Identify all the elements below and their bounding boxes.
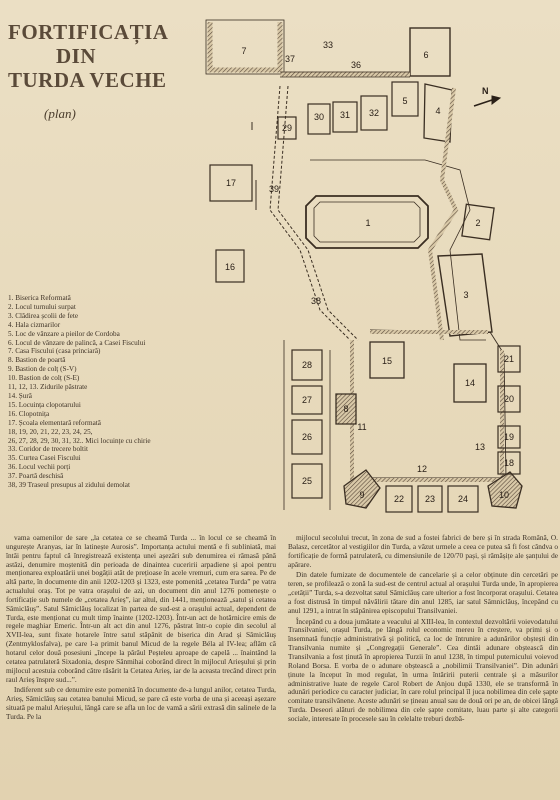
legend-item: 2. Locul turnului surpat — [8, 302, 76, 311]
legend-item: 7. Casa Fiscului (casa princiară) — [8, 347, 101, 356]
plan-label: 15 — [381, 356, 393, 366]
plan-label: 22 — [393, 494, 405, 504]
title-line-3: TURDA VECHE — [8, 68, 167, 92]
legend-item: 17. Școala elementară reformată — [8, 418, 101, 427]
paragraph: Începând cu a doua jumătate a veacului al XIII-lea, în contextul dezvoltării voievodatului Transilvaniei, orașul Turda, pe lângă rolul economic mereu în creștere, va primi și o însemnată funcție administrativă și politică, ca loc de întrunire a adunărilor obștești din Transilvania numite și „Congregații Generale”. Cea dintâi adunare obștească din Transilvania a fost ținută în apropierea Turzii în anul 1238, în timpul puternicului voievod Roland Borsa. E vorba de o adunare obștească a „nobilimii Transilvaniei”. Din adunări ținute la început în mod regulat, în urma întăririi puterii centrale și a măsurilor administrative luate de regele Carol Robert de Anjou după 1330, ele se transformă în adunări periodice cu caracter judiciar, în care rolul principal îl juca nobilimea din cele șapte comitate transilvănene. Aceste adunări se țineau anual sau de două ori pe an, de obicei lângă Turda. Deseori alături de nobilimea din cele șapte comitate, luau parte și alte categorii sociale, interesate în procesele sau în celelalte treburi dezbă- — [288, 616, 558, 723]
plan-label: 19 — [503, 432, 515, 442]
plan-label: 12 — [416, 464, 428, 474]
legend-item: 38, 39 Traseul presupus al zidului demolat — [8, 481, 130, 490]
legend-item: 26, 27, 28, 29, 30, 31, 32.. Mici locuințe cu chirie — [8, 436, 151, 445]
legend-item: 6. Locul de vânzare de palincă, a Casei Fiscului — [8, 338, 146, 347]
plan-label: 21 — [503, 354, 515, 364]
plan-label: 38 — [310, 296, 322, 306]
plan-label: 13 — [474, 442, 486, 452]
paragraph: mijlocul secolului trecut, în zona de sud a fostei fabrici de bere și în strada Română, O. Balasz, cercetător al vestigiilor din Turda, a văzut urmele a ceea ce putea să fi fost cândva o fortificație de formă patrulateră, cu dimensiunile de 120/70 pași, și rămășițe ale șanțului de apărare. — [288, 533, 558, 569]
legend-item: 37. Poartă deschisă — [8, 472, 64, 481]
plan-label: 32 — [368, 108, 380, 118]
plan-label: 10 — [498, 490, 510, 500]
legend-item: 35. Curtea Casei Fiscului — [8, 454, 81, 463]
page-title — [8, 20, 173, 92]
plan-label: 5 — [402, 96, 408, 106]
plan-label: 24 — [457, 494, 469, 504]
legend-item: 3. Clădirea școlii de fete — [8, 311, 79, 320]
plan-label: 17 — [225, 178, 237, 188]
north-arrow-icon — [474, 86, 500, 106]
text-column-right — [288, 534, 558, 726]
plan-label: 25 — [301, 476, 313, 486]
plan-label: 6 — [423, 50, 429, 60]
plan-label: 1 — [365, 218, 371, 228]
paragraph: vama oamenilor de sare „la cetatea ce se cheamă Turda ... în locul ce se cheamă în ungurește Aranyas, iar în latinește Aurosis”. Importanța actului mentă e fi subliniată, mai întâi pentru faptul că înregistrează existența unei așezări sub denumirea ei rămasă până astăzi, denumire moștenită din perioada de dinaintea cuceririi arpadiene și apoi pentru menționarea exploatării unei bogății atât de prețioase în acele vremuri, cum era sarea. Pe de altă parte, în documente din anii 1202-1203 și 1323, este pomenită „cetatea Turda” pe vatra actualului oraș. Tot pe vatra orașului de azi, un document din anul 1276 pomenește o fortificație sub numele de „cetatea Arieș”, iar altul, din 1441, menționează „satul și cetatea Sâmiclăuș”. Satul Sâmiclăuș localizat în partea de sud-est a orașului actual, dependent de Turda, este menționat cu mult timp înainte (1202-1203). Într-un act de hotărnicire emis de regele maghiar Emeric. Într-un alt act din anul 1276, păstrat într-o copie din secolul al XVII-lea, sunt fixate hotarele între satul stăpânit de biserica din Arad și Sâmiclăuș (Zentmyklosfalva), pe care l-a primit banul Micud de la regele Béla al IV-lea; aflăm că hotarul celor două posesiuni „începe la pârâul Peșteleu aproape de capelă ... înaintând la cetatea patrulateră Sixadonia, despre Sânmihai coborând direct în mijlocul Arieșului și prin mijlocul acestuia coborând către răsărit la Cetatea Arieș, iar de la aceasta trecând direct prin raul Arieș înspre sud...”. — [6, 533, 276, 684]
plan-label: 28 — [301, 360, 313, 370]
plan-label: 27 — [301, 395, 313, 405]
fortification-plan — [170, 10, 558, 520]
plan-label: 16 — [224, 262, 236, 272]
plan-label: 20 — [503, 394, 515, 404]
paragraph: Din datele furnizate de documentele de cancelarie și a celor obținute din cercetări pe teren, se profilează o zonă la sud-est de centrul actual al orașului Turda unde, în apropierea „cetății” Turda, s-a dezvoltat satul Sâmiclăuș care ulterior a fost încorporat orașului. Cetatea a fost distrusă în timpul năvălirii tătare din anul 1285, iar satul Sâmniclăuș, începând cu anul 1291, a intrat în stăpânirea episcopului Transilvaniei. — [288, 570, 558, 615]
plan-label: 4 — [435, 106, 441, 116]
legend-item: 4. Hala cizmarilor — [8, 320, 61, 329]
title-line-1: FORTIFICAȚIA — [8, 20, 169, 44]
plan-label: 31 — [339, 110, 351, 120]
plan-label: 30 — [313, 112, 325, 122]
legend-item: 10. Bastion de colț (S-E) — [8, 374, 80, 383]
plan-label: 18 — [503, 458, 515, 468]
plan-label: 37 — [284, 54, 296, 64]
plan-label: 7 — [241, 46, 247, 56]
plan-label: 23 — [424, 494, 436, 504]
legend-item: 8. Bastion de poartă — [8, 356, 66, 365]
subtitle: (plan) — [44, 106, 76, 121]
plan-label: 29 — [281, 123, 293, 133]
legend-item: 15. Locuința clopotarului — [8, 400, 81, 409]
legend-item: 33. Coridor de trecere boltit — [8, 445, 89, 454]
plan-label: 8 — [343, 404, 349, 414]
legend-item: 18, 19, 20, 21, 22, 23, 24, 25, — [8, 427, 93, 436]
article-text — [6, 534, 558, 800]
plan-label: 14 — [464, 378, 476, 388]
plan-label: 36 — [350, 60, 362, 70]
legend-item: 1. Biserica Reformată — [8, 294, 71, 302]
plan-label: 39 — [268, 184, 280, 194]
paragraph: Indiferent sub ce denumire este pomenită în documente de-a lungul anilor, cetatea Turda, Arieș, Sâmiclăuș sau cetatea banului Micud, se pare că este vorba de una și aceeași așezare situată pe malul Arieșului, lângă care se afla un loc de vamă a sării extrasă din salinele de la Turda. Pe la — [6, 685, 276, 721]
legend-item: 16. Clopotnița — [8, 409, 50, 418]
plan-label: 2 — [475, 218, 481, 228]
plan-label: 26 — [301, 432, 313, 442]
plan-label: 9 — [359, 490, 365, 500]
text-column-left — [6, 534, 276, 724]
legend-item: 36. Locul vechii porți — [8, 463, 71, 472]
legend-item: 11, 12, 13. Zidurile păstrate — [8, 383, 88, 392]
legend-item: 14. Șură — [8, 391, 32, 400]
plan-label: 33 — [322, 40, 334, 50]
title-line-2: DIN — [56, 44, 97, 68]
legend-item: 5. Loc de vânzare a pieilor de Cordoba — [8, 329, 120, 338]
plan-label: 11 — [357, 422, 367, 432]
plan-label: 3 — [463, 290, 469, 300]
legend-item: 9. Bastion de colț (S-V) — [8, 365, 77, 374]
north-label: N — [482, 86, 489, 96]
